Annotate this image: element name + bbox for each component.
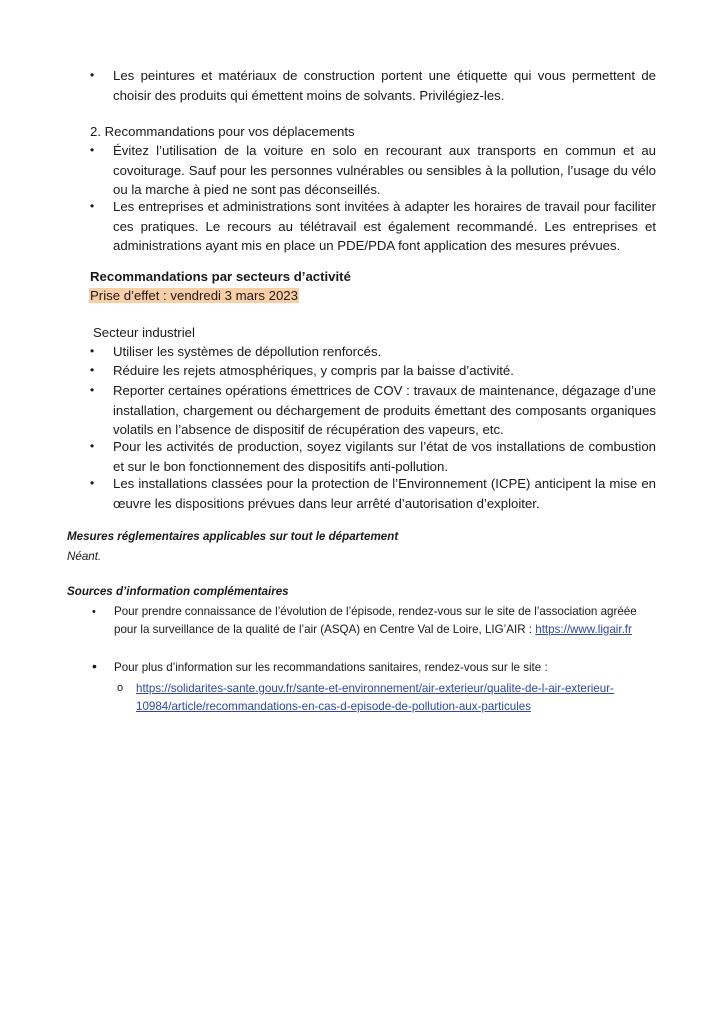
bullet-text: Les installations classées pour la protection de l’Environnement (ICPE) anticipent la mise en œuvre les dispositions prévues dans leur arrêté d’autorisation d’exploiter.: [113, 476, 656, 511]
regulatory-value: Néant.: [67, 550, 102, 563]
sources-heading: Sources d’information complémentaires: [67, 585, 289, 598]
bullet-text: Utiliser les systèmes de dépollution renforcés.: [113, 344, 382, 359]
highlighted-date: Prise d’effet : vendredi 3 mars 2023: [90, 288, 298, 303]
bullet-icon: •: [90, 439, 95, 453]
bullet-icon: •: [90, 363, 95, 377]
source-item-health: [92, 659, 660, 677]
bullet-item-companies: [90, 197, 656, 256]
bullet-text: Reporter certaines opérations émettrices de COV : travaux de maintenance, dégazage d’une installation, chargement ou déchargement de produits émettant des composants organiques volatils en l’absence de dispositif de récupération des vapeurs, etc.: [113, 383, 656, 437]
bullet-icon: •: [90, 68, 95, 82]
bullet-icon: •: [92, 606, 96, 618]
circle-bullet-icon: o: [117, 682, 124, 694]
health-link-item: [117, 680, 637, 716]
source-text: Pour plus d’information sur les recommandations sanitaires, rendez-vous sur le site :: [114, 661, 548, 674]
bullet-item-cov: [90, 381, 656, 440]
bullet-text: Les peintures et matériaux de construction portent une étiquette qui vous permettent de choisir des produits qui émettent moins de solvants. Privilégiez-les.: [113, 68, 656, 103]
health-link-line2[interactable]: 10984/article/recommandations-en-cas-d-episode-de-pollution-aux-particules: [136, 700, 532, 713]
effective-date: [89, 286, 299, 306]
regulatory-heading: Mesures réglementaires applicables sur tout le département: [67, 530, 399, 543]
bullet-item-paint: [90, 66, 656, 105]
bullet-text: Les entreprises et administrations sont invitées à adapter les horaires de travail pour faciliter ces pratiques. Le recours au télétravail est également recommandé. Les entreprises et administrations ayant mis en place un PDE/PDA font application des mesures prévues.: [113, 199, 656, 253]
source-description: Pour prendre connaissance de l’évolution de l’épisode, rendez-vous sur le site de l’association agréée pour la surveillance de la qualité de l’air (ASQA) en Centre Val de Loire, LIG’AIR :: [114, 605, 637, 636]
bullet-icon: •: [90, 383, 95, 397]
bullet-icon: •: [90, 476, 95, 490]
bullet-icon: •: [90, 344, 95, 358]
ligair-link[interactable]: https://www.ligair.fr: [535, 623, 632, 636]
bullet-icon: •: [90, 199, 95, 213]
bullet-item-emissions: [90, 361, 656, 381]
industrial-sector-title: Secteur industriel: [93, 325, 195, 340]
section-title-travel: 2. Recommandations pour vos déplacements: [90, 124, 355, 139]
bullet-text: Pour les activités de production, soyez vigilants sur l’état de vos installations de combustion et sur le bon fonctionnement des dispositifs anti-pollution.: [113, 439, 656, 474]
bullet-item-depollution: [90, 342, 656, 362]
bullet-text: Évitez l’utilisation de la voiture en solo en recourant aux transports en commun et au covoiturage. Sauf pour les personnes vulnérables ou sensibles à la pollution, l’usage du vélo ou la marche à pied ne sont pas déconseillés.: [113, 143, 656, 197]
bullet-item-car: [90, 141, 656, 200]
bullet-icon: •: [92, 658, 97, 674]
bullet-icon: •: [90, 143, 95, 157]
bullet-item-production: [90, 437, 656, 476]
source-item-ligair: [92, 603, 660, 639]
health-link-line1[interactable]: https://solidarites-sante.gouv.fr/sante-et-environnement/air-exterieur/qualite-de-l-air-exterieur-: [136, 682, 614, 695]
bullet-text: Réduire les rejets atmosphériques, y compris par la baisse d’activité.: [113, 363, 514, 378]
health-link-wrapper: [136, 680, 637, 716]
sectors-heading: Recommandations par secteurs d’activité: [90, 269, 351, 284]
bullet-item-icpe: [90, 474, 656, 513]
source-text: [114, 603, 660, 639]
